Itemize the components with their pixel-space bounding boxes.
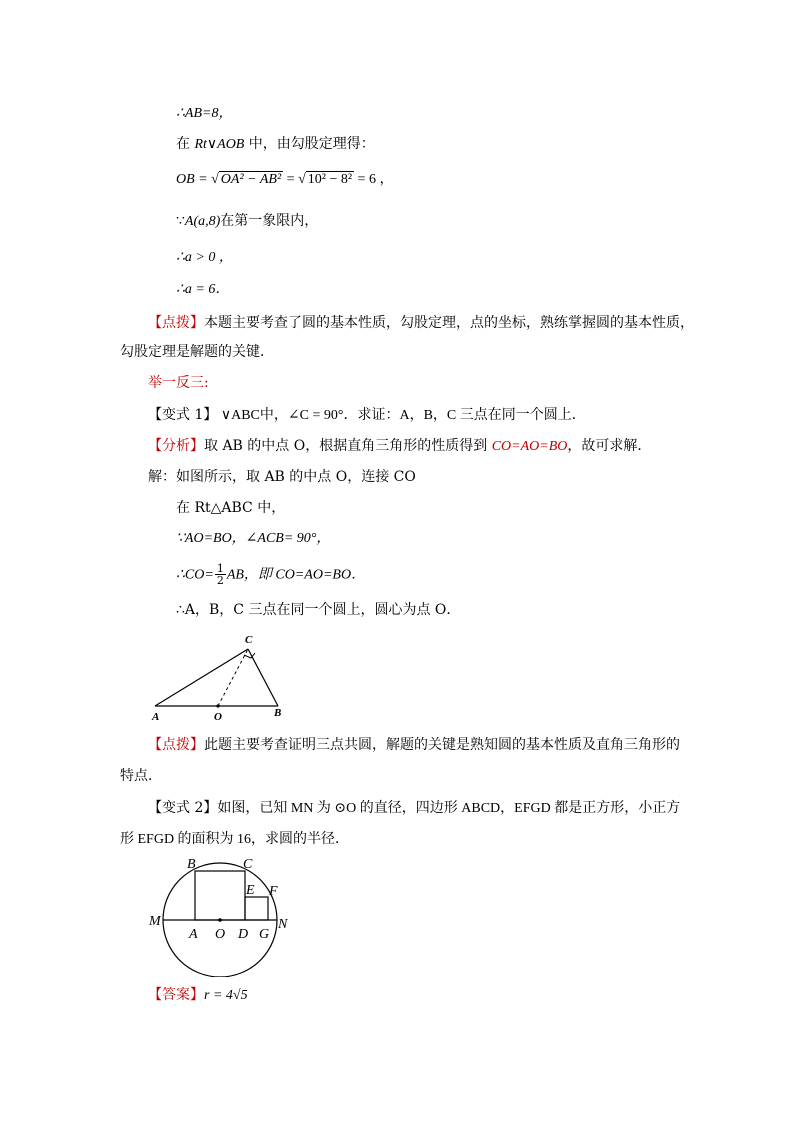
- square-abcd: [195, 871, 245, 920]
- step-pythagoras-intro: [176, 134, 375, 155]
- analysis-text: 取 AB 的中点 O，根据直角三角形的性质得到: [204, 438, 492, 454]
- step-a-eq-6: ∴a = 6．: [176, 282, 230, 297]
- tip-tag: 【点拨】: [148, 737, 204, 753]
- analysis-tag: 【分析】: [148, 438, 204, 454]
- analysis: [148, 436, 651, 457]
- sqrt-term-1: OA² − AB²: [220, 172, 282, 187]
- tip-tag: 【点拨】: [148, 315, 204, 331]
- text-fragment: 在: [176, 136, 195, 152]
- analysis-end: ，故可求解．: [567, 438, 652, 454]
- triangle-label: Rt∨AOB: [194, 137, 245, 152]
- variant-1: [148, 405, 586, 426]
- variant-2-cont: 形 EFGD 的面积为 16，求圆的半径．: [120, 832, 350, 847]
- math-fragment: = 6 ，: [354, 172, 394, 187]
- label-m: M: [149, 914, 161, 929]
- tip-2: [148, 735, 680, 755]
- text-fragment: 中，由勾股定理得：: [244, 136, 375, 152]
- step-first-quadrant: [176, 211, 318, 232]
- math-fragment: ∴CO=: [176, 567, 214, 583]
- math-fragment: ∵: [176, 213, 185, 229]
- label-c: C: [243, 857, 253, 872]
- point-a: A(a,8): [184, 214, 221, 229]
- center-dot: [218, 918, 222, 922]
- answer-text: r = 4√5: [204, 988, 248, 1003]
- variant-2: [148, 798, 680, 819]
- label-o: O: [214, 711, 222, 723]
- text-fragment: 在第一象限内，: [220, 213, 319, 229]
- answer-tag: 【答案】: [148, 987, 204, 1003]
- solution-line-1: 解：如图所示，取 AB 的中点 O，连接 CO: [148, 469, 416, 485]
- tip-1-cont: 勾股定理是解题的关键．: [120, 344, 274, 360]
- variant-text: ∨ABC中，∠C = 90°．求证：A，B，C 三点在同一个圆上．: [217, 408, 586, 423]
- label-d: D: [238, 927, 249, 942]
- fraction-denominator: 2: [216, 574, 224, 587]
- answer: [148, 985, 248, 1006]
- tip-text: 本题主要考查了圆的基本性质，勾股定理，点的坐标，熟练掌握圆的基本性质，: [204, 315, 694, 331]
- math-fragment: AB，即 CO=AO=BO．: [226, 567, 366, 583]
- step-a-positive: ∴a > 0 ，: [176, 250, 233, 265]
- label-a: A: [152, 711, 160, 723]
- label-a: A: [189, 927, 198, 942]
- analysis-highlight: CO=AO=BO: [491, 439, 568, 454]
- right-angle-mark: [244, 653, 255, 658]
- label-b: B: [274, 707, 282, 719]
- solution-line-2: 在 Rt△ABC 中，: [176, 500, 286, 516]
- step-ab-eq-8: ∴AB=8，: [176, 106, 233, 121]
- label-e: E: [246, 883, 255, 898]
- label-n: N: [278, 917, 288, 932]
- tip-text: 此题主要考查证明三点共圆，解题的关键是熟知圆的基本性质及直角三角形的: [204, 737, 680, 753]
- solution-line-4: [176, 563, 365, 586]
- sqrt-term-2: 10² − 8²: [307, 172, 353, 187]
- variant-tag: 【变式 1】: [148, 407, 218, 423]
- solution-line-3: ∵AO=BO，∠ACB= 90°，: [176, 531, 331, 546]
- variant-text: 如图，已知 MN 为 ⊙O 的直径，四边形 ABCD，EFGD 都是正方形，小正方: [217, 801, 681, 816]
- label-c: C: [245, 634, 253, 646]
- math-fragment: OB =: [176, 172, 212, 187]
- tip-1: [148, 313, 694, 333]
- point-o-dot: [216, 704, 219, 707]
- square-efgd: [245, 897, 268, 920]
- fraction-half: [215, 563, 226, 586]
- side-ac: [155, 649, 248, 706]
- solution-line-5: ∴A，B，C 三点在同一个圆上，圆心为点 O．: [176, 602, 461, 618]
- circle-squares-figure: [145, 852, 295, 977]
- label-b: B: [187, 857, 196, 872]
- fraction-numerator: 1: [216, 562, 224, 575]
- math-fragment: =: [283, 172, 299, 187]
- tip-2-cont: 特点．: [120, 768, 162, 784]
- label-g: G: [259, 927, 270, 942]
- label-f: F: [269, 884, 278, 899]
- section-heading: 举一反三:: [148, 375, 209, 391]
- variant-tag: 【变式 2】: [148, 800, 218, 816]
- triangle-figure: [145, 628, 305, 724]
- step-ob-calc: OB = √ OA² − AB² = √ 10² − 8² = 6 ，: [176, 172, 394, 187]
- label-o: O: [215, 927, 226, 942]
- side-cb: [248, 649, 278, 706]
